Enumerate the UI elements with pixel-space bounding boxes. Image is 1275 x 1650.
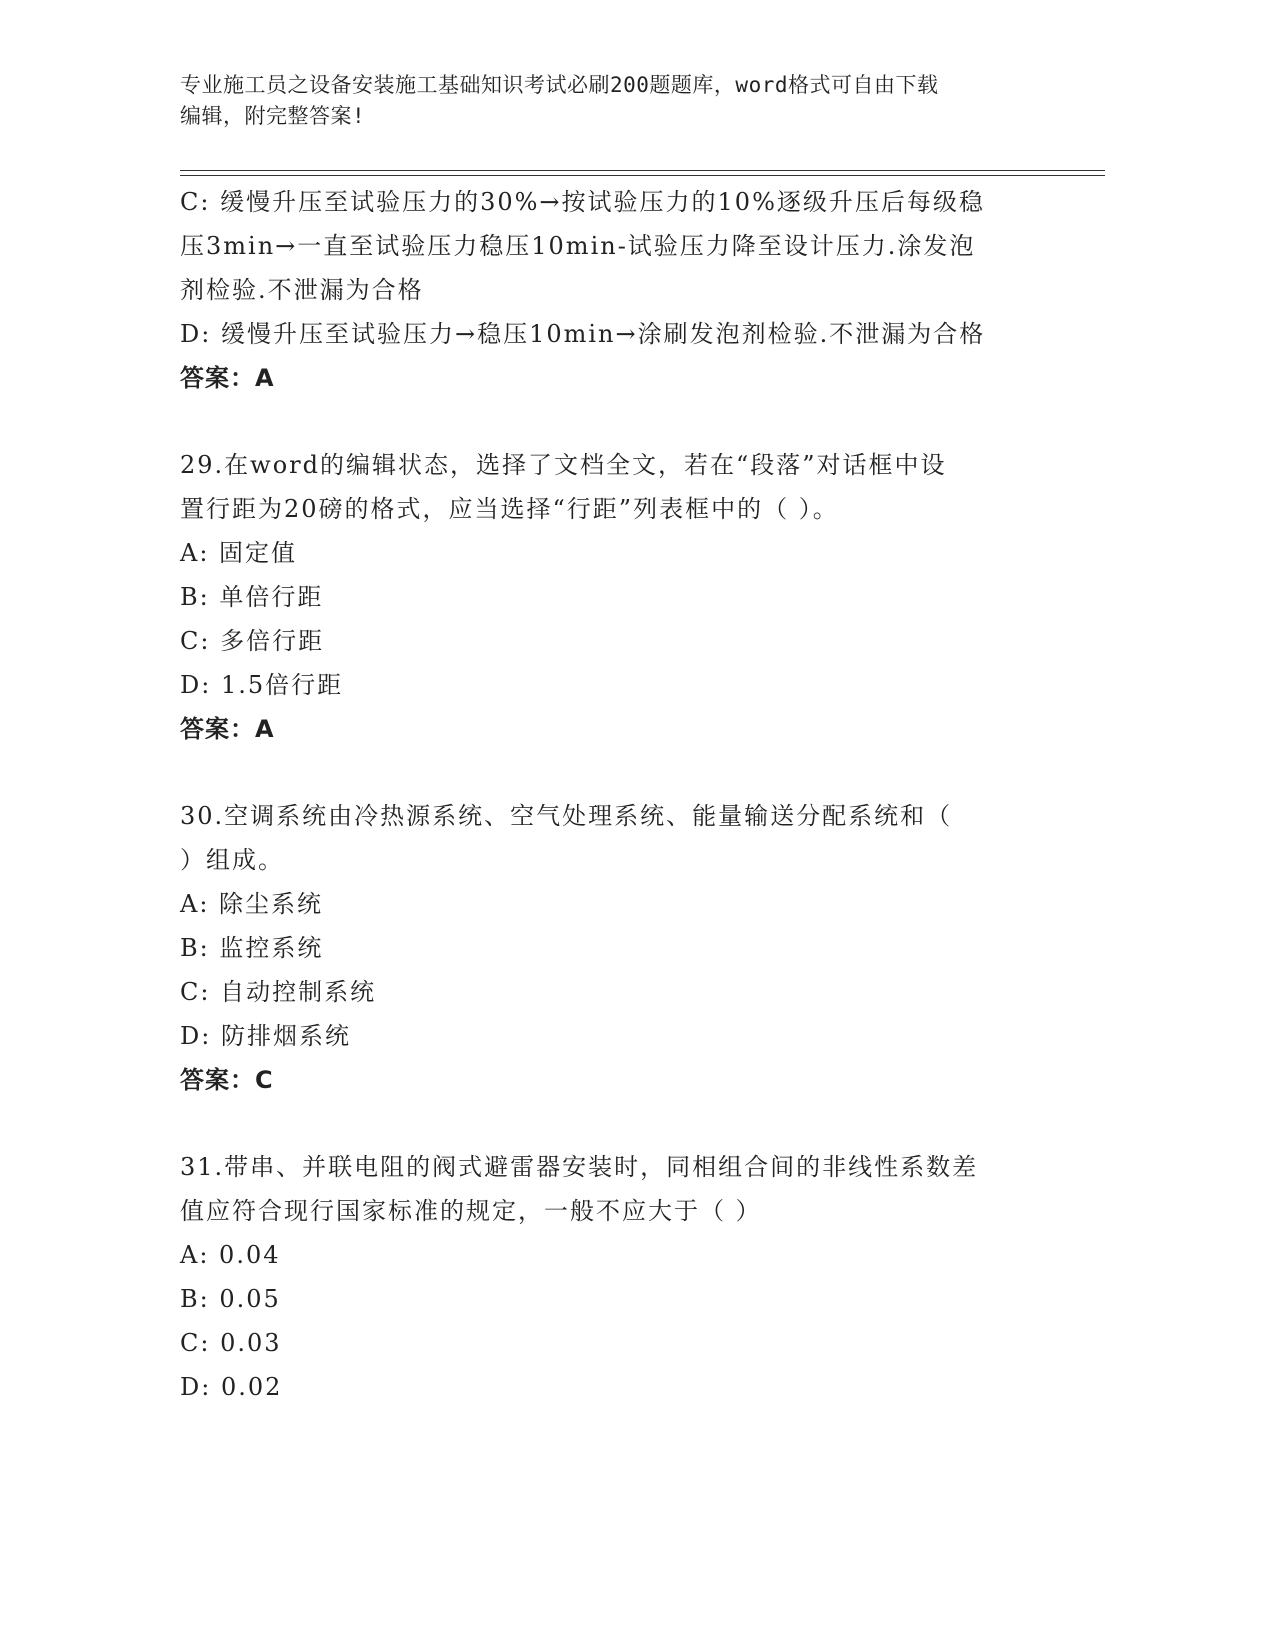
question-spacer — [180, 751, 1080, 794]
question-stem-line-2: ）组成。 — [180, 846, 284, 874]
question-spacer — [180, 400, 1080, 443]
question-stem-line-1: 30.空调系统由冷热源系统、空气处理系统、能量输送分配系统和（ — [180, 802, 953, 830]
option-c-line-1: C: 缓慢升压至试验压力的30%→按试验压力的10%逐级升压后每级稳 — [180, 188, 985, 216]
header-title-line-2: 编辑，附完整答案! — [180, 104, 366, 128]
question-30 — [180, 794, 1080, 1102]
option-c: C: 0.03 — [180, 1329, 282, 1357]
question-31 — [180, 1145, 1080, 1409]
question-28-tail — [180, 180, 1080, 400]
option-d: D: 0.02 — [180, 1373, 283, 1401]
question-29 — [180, 443, 1080, 751]
option-b: B: 单倍行距 — [180, 583, 324, 611]
question-stem-line-2: 置行距为20磅的格式，应当选择“行距”列表框中的（ ）。 — [180, 495, 839, 523]
option-b: B: 监控系统 — [180, 934, 324, 962]
option-a: A: 0.04 — [180, 1241, 281, 1269]
answer: 答案：A — [180, 364, 275, 392]
answer: 答案：C — [180, 1066, 274, 1094]
answer: 答案：A — [180, 715, 275, 743]
option-c-line-2: 压3min→一直至试验压力稳压10min-试验压力降至设计压力.涂发泡 — [180, 232, 976, 260]
question-spacer — [180, 1102, 1080, 1145]
question-stem-line-2: 值应符合现行国家标准的规定，一般不应大于（ ） — [180, 1197, 762, 1225]
option-a: A: 除尘系统 — [180, 890, 324, 918]
option-d: D: 缓慢升压至试验压力→稳压10min→涂刷发泡剂检验.不泄漏为合格 — [180, 320, 986, 348]
question-stem-line-1: 29.在word的编辑状态，选择了文档全文，若在“段落”对话框中设 — [180, 451, 947, 479]
option-d: D: 1.5倍行距 — [180, 671, 344, 699]
option-b: B: 0.05 — [180, 1285, 281, 1313]
header-title-line-1: 专业施工员之设备安装施工基础知识考试必刷200题题库，word格式可自由下载 — [180, 73, 939, 97]
option-c: C: 自动控制系统 — [180, 978, 377, 1006]
header-divider-top — [180, 170, 1105, 171]
option-c: C: 多倍行距 — [180, 627, 325, 655]
question-list — [180, 180, 1080, 1409]
document-header — [180, 70, 1080, 132]
header-divider-bottom — [180, 175, 1105, 176]
question-stem-line-1: 31.带串、并联电阻的阀式避雷器安装时，同相组合间的非线性系数差 — [180, 1153, 979, 1181]
option-a: A: 固定值 — [180, 539, 298, 567]
option-d: D: 防排烟系统 — [180, 1022, 351, 1050]
option-c-line-3: 剂检验.不泄漏为合格 — [180, 276, 424, 304]
